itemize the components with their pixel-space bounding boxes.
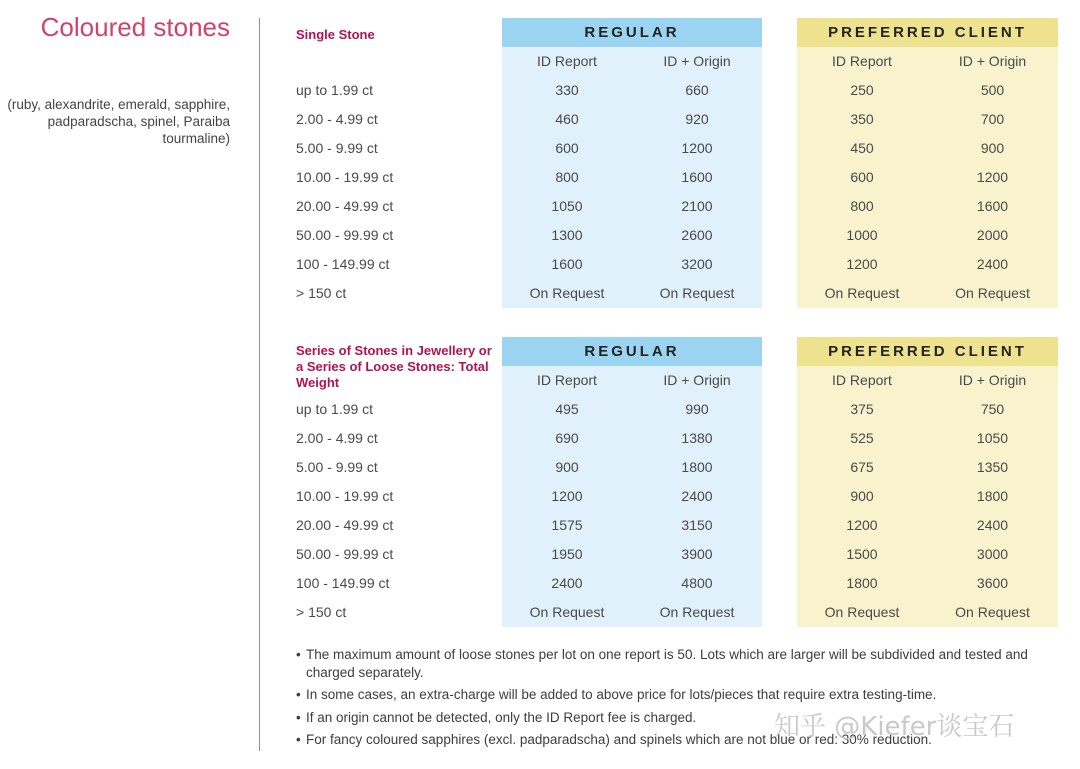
price-cell: 2400 [681,488,713,504]
price-cell: 330 [555,82,579,98]
table-row [296,250,1058,279]
weight-range: 5.00 - 9.99 ct [296,459,378,475]
table-row [296,453,1058,482]
weight-range: 10.00 - 19.99 ct [296,488,394,504]
price-cell: 1200 [681,140,713,156]
weight-range: > 150 ct [296,604,347,620]
price-cell: On Request [955,604,1030,620]
price-cell: 800 [555,169,579,185]
price-cell: 3000 [976,546,1009,562]
price-cell: 350 [850,111,874,127]
price-cell: 1950 [551,546,583,562]
column-header: ID + Origin [663,53,731,69]
weight-range: 2.00 - 4.99 ct [296,430,378,446]
price-cell: 660 [685,82,709,98]
price-cell: 750 [980,401,1005,417]
price-cell: 3200 [681,256,713,272]
column-header: ID Report [832,372,892,388]
price-cell: 1200 [846,256,878,272]
weight-range: 100 - 149.99 ct [296,256,390,272]
price-cell: 900 [555,459,579,475]
price-cell: 2000 [976,227,1009,243]
table-row [296,134,1058,163]
price-cell: 700 [980,111,1005,127]
table-row [296,598,1058,627]
bullet: • [296,732,301,747]
bullet: • [296,687,301,702]
column-header: ID Report [832,53,892,69]
price-cell: 3150 [681,517,713,533]
price-cell: 1200 [551,488,583,504]
weight-range: > 150 ct [296,285,347,301]
price-cell: 675 [850,459,874,475]
price-cell: On Request [955,285,1030,301]
bullet: • [296,647,301,662]
price-cell: 920 [685,111,709,127]
price-cell: On Request [824,604,900,620]
price-cell: 3600 [976,575,1009,591]
column-header: ID Report [537,53,597,69]
weight-range: 50.00 - 99.99 ct [296,546,394,562]
weight-range: 10.00 - 19.99 ct [296,169,394,185]
regular-header: REGULAR [502,18,762,47]
price-cell: 1800 [846,575,878,591]
page-title: Coloured stones [40,12,230,42]
column-header: ID + Origin [958,53,1027,69]
price-cell: 600 [850,169,874,185]
stone-list: (ruby, alexandrite, emerald, sapphire, padparadscha, spinel, Paraiba tourmaline) [7,97,230,146]
weight-range: 20.00 - 49.99 ct [296,198,394,214]
price-cell: 690 [555,430,579,446]
price-cell: 460 [555,111,579,127]
section-title: Series of Stones in Jewellery or a Series of Loose Stones: Total Weight [296,343,492,390]
price-cell: 250 [850,82,874,98]
price-grid [296,47,1058,308]
price-cell: 990 [685,401,709,417]
weight-range: up to 1.99 ct [296,82,374,98]
footnote-text: For fancy coloured sapphires (excl. padparadscha) and spinels which are not blue or red: 30% reduction. [306,732,932,747]
price-cell: 1800 [976,488,1009,504]
price-cell: 1000 [846,227,878,243]
price-cell: 2400 [551,575,583,591]
footnote [296,646,1036,681]
price-cell: 1200 [976,169,1009,185]
price-cell: 3900 [681,546,713,562]
price-cell: On Request [529,604,605,620]
preferred-client-header: PREFERRED CLIENT [797,18,1058,47]
footnote-text: In some cases, an extra-charge will be added to above price for lots/pieces that require extra testing-time. [306,687,937,702]
weight-range: 50.00 - 99.99 ct [296,227,394,243]
price-cell: 1575 [551,517,583,533]
price-cell: 2400 [976,517,1009,533]
table-row [296,395,1058,424]
vertical-divider [259,18,260,751]
series-of-stones-table [296,337,1058,627]
price-cell: 375 [850,401,874,417]
price-cell: 4800 [681,575,713,591]
price-cell: On Request [529,285,605,301]
price-cell: 1500 [846,546,878,562]
column-header-row [296,366,1058,395]
preferred-client-header: PREFERRED CLIENT [797,337,1058,366]
weight-range: 5.00 - 9.99 ct [296,140,378,156]
table-row [296,424,1058,453]
price-cell: 2400 [976,256,1009,272]
table-row [296,279,1058,308]
price-cell: 1600 [976,198,1009,214]
single-stone-table [296,18,1058,308]
price-cell: 600 [555,140,579,156]
table-row [296,569,1058,598]
price-cell: 1600 [551,256,583,272]
price-cell: 800 [850,198,874,214]
column-header: ID + Origin [958,372,1027,388]
bullet: • [296,709,301,725]
price-cell: 900 [850,488,874,504]
price-cell: 495 [555,401,579,417]
weight-range: up to 1.99 ct [296,401,374,417]
column-header: ID + Origin [663,372,731,388]
table-row [296,163,1058,192]
price-cell: On Request [659,604,735,620]
footnote-text: The maximum amount of loose stones per lot on one report is 50. Lots which are larger will be subdivided and tested and charged separately. [306,647,1028,680]
weight-range: 2.00 - 4.99 ct [296,111,378,127]
column-header: ID Report [537,372,597,388]
table-row [296,192,1058,221]
price-cell: On Request [659,285,735,301]
table-row [296,511,1058,540]
price-cell: 525 [850,430,874,446]
price-cell: 900 [980,140,1005,156]
price-cell: 450 [850,140,874,156]
price-grid [296,366,1058,627]
footnote [296,686,1036,704]
left-column [0,0,240,769]
price-cell: 1050 [976,430,1009,446]
price-cell: 1200 [846,517,878,533]
price-cell: 1350 [976,459,1009,475]
price-cell: 500 [980,82,1005,98]
price-cell: 1300 [551,227,583,243]
weight-range: 100 - 149.99 ct [296,575,390,591]
price-cell: 2600 [681,227,713,243]
price-cell: 1600 [681,169,713,185]
table-row [296,221,1058,250]
table-row [296,105,1058,134]
footnote-text: If an origin cannot be detected, only the ID Report fee is charged. [306,709,697,725]
price-cell: 1380 [681,430,713,446]
price-cell: On Request [824,285,900,301]
table-row [296,482,1058,511]
price-cell: 1050 [551,198,583,214]
table-row [296,76,1058,105]
regular-header: REGULAR [502,337,762,366]
price-cell: 1800 [681,459,713,475]
price-cell: 2100 [681,198,713,214]
weight-range: 20.00 - 49.99 ct [296,517,394,533]
column-header-row [296,47,1058,76]
table-row [296,540,1058,569]
watermark: 知乎 @Kiefer谈宝石 [774,712,1015,742]
section-title: Single Stone [296,27,375,42]
